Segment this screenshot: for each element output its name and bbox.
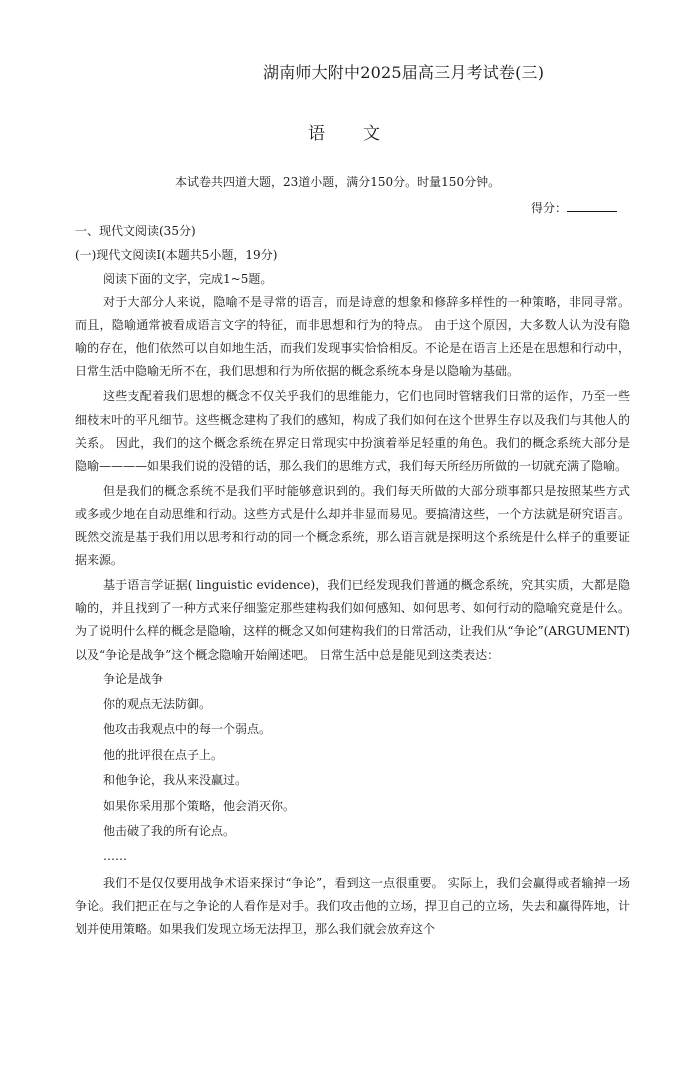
reading-passage xyxy=(75,268,630,941)
paragraph-4: 基于语言学证据( linguistic evidence)，我们已经发现我们普通的概念系统，究其实质，大都是隐喻的，并且找到了一种方式来仔细鉴定那些建构我们如何感知、如何思考、如何行动的隐喻究竟是什么。 为了说明什么样的概念是隐喻，这样的概念又如何建构我们的日常活动，让我们从“争论”(ARGUMENT)以及“争论是战争”这个概念隐喻开始阐述吧。 日常生活中总是能见到这类表达： xyxy=(75,578,630,662)
paragraph-2: 这些支配着我们思想的概念不仅关乎我们的思维能力，它们也同时管辖我们日常的运作，乃至一些细枝末叶的平凡细节。这些概念建构了我们的感知，构成了我们如何在这个世界生存以及我们与其他人的关系。 因此，我们的这个概念系统在界定日常现实中扮演着举足轻重的角色。我们的概念系统大部分是隐喻————如果我们说的没错的话，那么我们的思维方式，我们每天所经历所做的一切就充满了隐喻。 xyxy=(75,389,630,473)
exam-title: 湖南师大附中2025届高三月考试卷(三) xyxy=(263,63,545,82)
paragraph-3: 但是我们的概念系统不是我们平时能够意识到的。我们每天所做的大部分琐事都只是按照某些方式或多或少地在自动思维和行动。这些方式是什么却并非显而易见。要搞清这些，一个方法就是研究语言。 既然交流是基于我们用以思考和行动的同一个概念系统，那么语言就是探明这个系统是什么样子的重要证据来源。 xyxy=(75,483,630,568)
section-subheading: (一)现代文阅读Ⅰ(本题共5小题，19分) xyxy=(75,248,278,262)
example-item: 你的观点无法防御。 xyxy=(103,697,212,711)
subject-char-1: 语 xyxy=(308,124,325,144)
directive: 阅读下面的文字，完成1~5题。 xyxy=(103,272,273,286)
section-heading: 一、现代文阅读(35分) xyxy=(75,224,196,238)
example-item: 他的批评很在点子上。 xyxy=(103,747,224,762)
score-blank xyxy=(567,200,617,212)
subject-char-2: 文 xyxy=(363,124,380,144)
example-item: 如果你采用那个策略，他会消灭你。 xyxy=(103,798,296,813)
subject-title xyxy=(308,119,380,144)
example-item: …… xyxy=(103,849,127,864)
score-field xyxy=(531,199,617,216)
example-item: 争论是战争 xyxy=(103,671,164,686)
example-item: 和他争论，我从来没赢过。 xyxy=(103,773,248,788)
example-list xyxy=(75,667,630,870)
example-item: 他攻击我观点中的每一个弱点。 xyxy=(103,722,272,737)
paragraph-1: 对于大部分人来说，隐喻不是寻常的语言，而是诗意的想象和修辞多样性的一种策略，非同寻常。 而且，隐喻通常被看成语言文字的特征，而非思想和行为的特点。 由于这个原因，大多数人认为没有隐喻的存在，他们依然可以自如地生活，而我们发现事实恰恰相反。不论是在语言上还是在思想和行动中，日常生活中隐喻无所不在，我们思想和行为所依据的概念系统本身是以隐喻为基础。 xyxy=(75,295,630,379)
example-item: 他击破了我的所有论点。 xyxy=(103,824,236,839)
score-label: 得分： xyxy=(531,201,568,215)
paragraph-closing: 我们不是仅仅要用战争术语来探讨“争论”，看到这一点很重要。 实际上，我们会赢得或者输掉一场争论。我们把正在与之争论的人看作是对手。我们攻击他的立场，捍卫自己的立场，失去和赢得阵地，计划并使用策略。如果我们发现立场无法捍卫，那么我们就会放弃这个 xyxy=(75,875,630,937)
exam-instructions: 本试卷共四道大题，23道小题，满分150分。时量150分钟。 xyxy=(175,175,501,189)
